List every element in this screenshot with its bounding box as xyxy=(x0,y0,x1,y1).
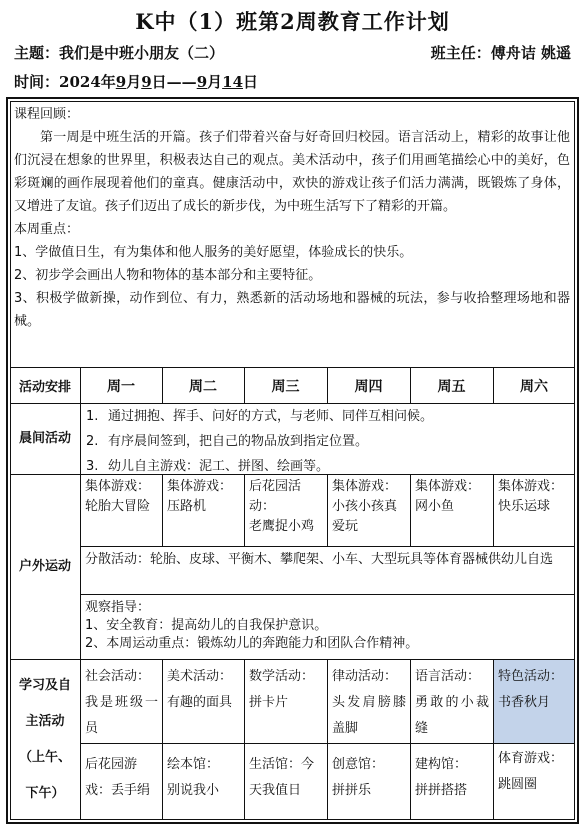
study-wed-pm xyxy=(245,744,327,820)
game-label: 集体游戏： xyxy=(85,479,151,494)
study-label-text: 特色活动： xyxy=(498,669,564,684)
guide-item: 1、安全教育：提高幼儿的自我保护意识。 xyxy=(85,618,328,633)
time-end-month: 9 xyxy=(196,73,208,91)
header-wed: 周三 xyxy=(271,378,300,395)
study-value-text: 戏：丢手绢 xyxy=(85,783,151,798)
theme-line xyxy=(14,42,224,63)
study-label-text: 后花园游 xyxy=(85,757,138,772)
review-body: 第一周是中班生活的开篇。孩子们带着兴奋与好奇回归校园。语言活动上，精彩的故事让他们沉浸在想象的世界里，积极表达自己的观点。美术活动中，孩子们用画笔描绘心中的美好，色彩斑斓的画作展现着他们的童真。健康活动中，欢快的游戏让孩子们活力满满，既锻炼了身体，又增进了友谊。孩子们迈出了成长的新步伐，为中班生活写下了精彩的开篇。 xyxy=(14,130,570,214)
time-day-suffix: 日—— xyxy=(151,73,197,91)
guide-title: 观察指导： xyxy=(85,600,151,615)
study-label-text: 生活馆：今 xyxy=(249,757,315,772)
header-fri: 周五 xyxy=(437,378,466,395)
morning-item xyxy=(84,429,572,454)
time-start-month: 9 xyxy=(115,73,127,91)
study-label-text: 创意馆： xyxy=(332,757,385,772)
study-label-text: 律动活动： xyxy=(332,669,398,684)
focus-item-1: 1、学做值日生，有为集体和他人服务的美好愿望，体验成长的快乐。 xyxy=(14,245,413,260)
study-value-text: 拼拼搭搭 xyxy=(415,783,468,798)
outdoor-game-mon xyxy=(81,475,162,546)
header-thu: 周四 xyxy=(354,378,383,395)
page-title: K中（1）班第2周教育工作计划 xyxy=(135,9,450,34)
study-value-text: 头发肩膀膝盖脚 xyxy=(332,695,406,736)
time-end-day: 14 xyxy=(222,73,244,91)
teacher-line xyxy=(431,42,571,63)
game-label: 集体游戏： xyxy=(332,479,398,494)
morning-item-text: 幼儿自主游戏：泥工、拼图、绘画等。 xyxy=(108,459,330,474)
study-label-line: 主活动 xyxy=(25,714,65,729)
teacher-value: 傅舟诘 姚遥 xyxy=(490,44,571,62)
game-label: 集体游戏： xyxy=(498,479,564,494)
teacher-label: 班主任： xyxy=(430,44,491,62)
study-value-text: 有趣的面具 xyxy=(167,695,233,710)
header-sat: 周六 xyxy=(520,378,548,395)
header-tue: 周二 xyxy=(189,378,217,395)
time-year-suffix: 年 xyxy=(100,73,116,91)
study-mon-pm xyxy=(81,744,162,820)
study-tue-pm xyxy=(163,744,244,820)
morning-item-text: 通过拥抱、挥手、问好的方式，与老师、同伴互相问候。 xyxy=(108,409,434,424)
study-label-text: 语言活动： xyxy=(415,669,481,684)
game-value: 轮胎大冒险 xyxy=(85,499,151,514)
game-value: 网小鱼 xyxy=(415,499,455,514)
guide-item: 2、本周运动重点：锻炼幼儿的奔跑能力和团队合作精神。 xyxy=(85,636,419,651)
study-value-text: 天我值日 xyxy=(249,783,302,798)
study-sat-pm xyxy=(494,744,574,820)
outdoor-game-fri xyxy=(411,475,493,546)
focus-item-2: 2、初步学会画出人物和物体的基本部分和主要特征。 xyxy=(14,268,322,283)
row-divider xyxy=(80,546,575,547)
study-value-text: 勇敢的小裁缝 xyxy=(415,695,489,736)
row-divider xyxy=(80,594,575,595)
outdoor-game-wed xyxy=(245,475,327,546)
time-month-suffix: 月 xyxy=(126,73,142,91)
study-thu-am xyxy=(328,660,410,743)
header-mon: 周一 xyxy=(107,378,135,395)
game-value: 小孩小孩真爱玩 xyxy=(332,499,398,534)
study-label-text: 体育游戏： xyxy=(498,751,564,766)
morning-item xyxy=(84,404,572,429)
study-mon-am xyxy=(81,660,162,743)
morning-item-num: 3. xyxy=(86,459,99,474)
outdoor-label: 户外运动 xyxy=(18,559,71,574)
study-label-text: 社会活动： xyxy=(85,669,151,684)
time-line xyxy=(14,71,258,92)
study-value-text: 拼拼乐 xyxy=(332,783,372,798)
focus-heading: 本周重点： xyxy=(14,222,80,237)
time-day-suffix-2: 日 xyxy=(243,73,259,91)
outdoor-game-tue xyxy=(163,475,244,546)
study-wed-am xyxy=(245,660,327,743)
study-value-text: 跳圆圈 xyxy=(498,777,538,792)
time-month-suffix-2: 月 xyxy=(207,73,223,91)
morning-activities xyxy=(84,404,572,474)
study-value-text: 拼卡片 xyxy=(249,695,289,710)
time-start-day: 9 xyxy=(141,73,152,91)
study-thu-pm xyxy=(328,744,410,820)
study-label-line: （上午、 xyxy=(18,750,71,765)
study-label-text: 数学活动： xyxy=(249,669,315,684)
study-fri-pm xyxy=(411,744,493,820)
theme-label: 主题： xyxy=(14,44,60,62)
study-tue-am xyxy=(163,660,244,743)
outdoor-game-sat xyxy=(494,475,575,546)
review-heading: 课程回顾： xyxy=(14,107,80,122)
study-fri-am xyxy=(411,660,493,743)
outdoor-guide xyxy=(81,597,575,659)
study-label-text: 建构馆： xyxy=(415,757,468,772)
game-label: 后花园活动： xyxy=(249,479,302,514)
study-value-text: 别说我小 xyxy=(167,783,220,798)
study-sat-am-highlight xyxy=(494,660,574,743)
theme-value: 我们是中班小朋友（二） xyxy=(59,44,225,62)
course-review xyxy=(14,103,570,333)
study-value-text: 我是班级一员 xyxy=(85,695,158,736)
outdoor-scattered: 分散活动：轮胎、皮球、平衡木、攀爬架、小车、大型玩具等体育器械供幼儿自选 xyxy=(85,552,554,567)
game-label: 集体游戏： xyxy=(167,479,233,494)
morning-label: 晨间活动 xyxy=(18,431,71,446)
study-label-line: 下午） xyxy=(25,786,65,801)
study-label-line: 学习及自 xyxy=(18,678,71,693)
outdoor-game-thu xyxy=(328,475,410,546)
study-label xyxy=(10,660,80,820)
morning-item-text: 有序晨间签到，把自己的物品放到指定位置。 xyxy=(108,434,369,449)
morning-item-num: 2. xyxy=(86,434,99,449)
study-label-text: 美术活动： xyxy=(167,669,233,684)
time-label: 时间： xyxy=(14,73,60,91)
time-year: 2024 xyxy=(59,73,101,91)
morning-item-num: 1. xyxy=(86,409,99,424)
game-value: 快乐运球 xyxy=(498,499,551,514)
study-label-text: 绘本馆： xyxy=(167,757,220,772)
game-label: 集体游戏： xyxy=(415,479,481,494)
focus-item-3: 3、积极学做新操，动作到位、有力，熟悉新的活动场地和器械的玩法，参与收拾整理场地和器械。 xyxy=(14,291,570,329)
game-value: 老鹰捉小鸡 xyxy=(249,519,315,534)
game-value: 压路机 xyxy=(167,499,207,514)
header-activity: 活动安排 xyxy=(18,380,71,395)
study-value-text: 书香秋月 xyxy=(498,695,551,710)
